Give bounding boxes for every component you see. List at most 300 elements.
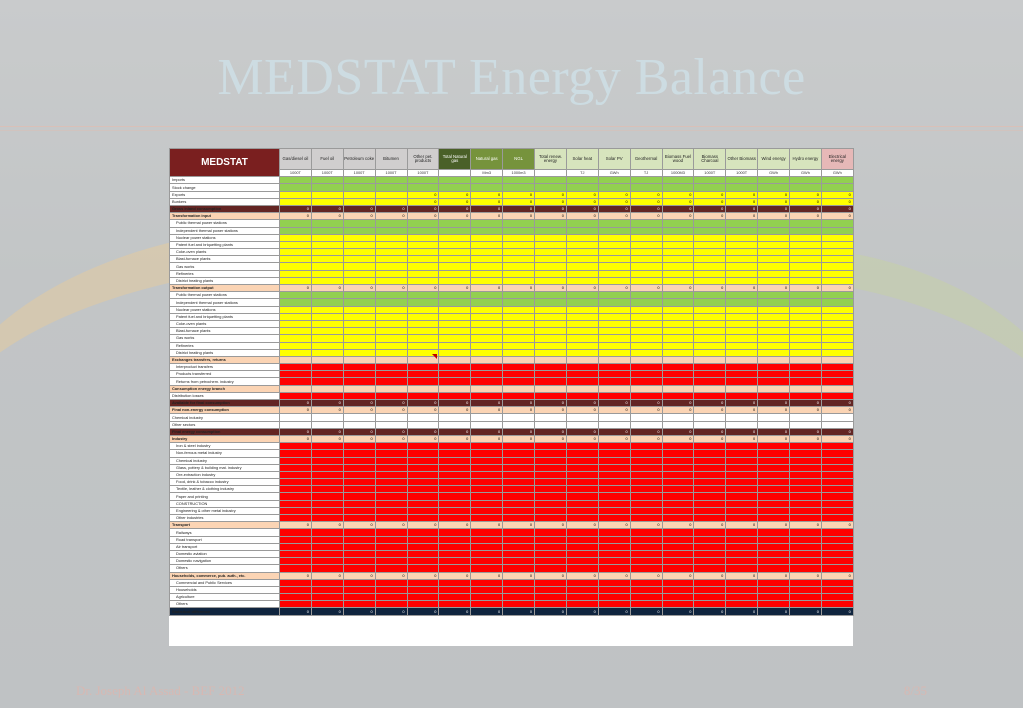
table-cell: 0 — [662, 191, 694, 198]
table-cell: 0 — [758, 198, 790, 205]
table-cell — [694, 378, 726, 385]
table-cell — [662, 457, 694, 464]
table-cell — [598, 586, 630, 593]
table-cell — [790, 320, 822, 327]
table-cell — [503, 536, 535, 543]
table-cell — [630, 184, 662, 191]
table-cell — [375, 306, 407, 313]
table-row — [170, 198, 854, 205]
table-cell — [280, 234, 312, 241]
table-cell: 0 — [503, 205, 535, 212]
table-cell — [439, 320, 471, 327]
table-cell — [790, 249, 822, 256]
table-cell — [280, 335, 312, 342]
table-cell — [311, 457, 343, 464]
table-row — [170, 320, 854, 327]
table-cell — [726, 356, 758, 363]
column-header: Electrical energy — [821, 149, 853, 170]
table-cell: 0 — [662, 205, 694, 212]
row-label: Others — [170, 601, 280, 608]
table-cell — [566, 313, 598, 320]
table-cell — [407, 378, 439, 385]
table-cell — [726, 579, 758, 586]
table-cell — [535, 177, 567, 184]
table-cell — [821, 292, 853, 299]
table-cell: 0 — [598, 428, 630, 435]
table-cell — [439, 349, 471, 356]
table-cell — [694, 270, 726, 277]
table-cell: 0 — [311, 400, 343, 407]
table-cell — [280, 184, 312, 191]
table-cell: 0 — [566, 572, 598, 579]
table-cell — [503, 270, 535, 277]
table-cell: 0 — [566, 285, 598, 292]
table-cell: 0 — [280, 205, 312, 212]
table-cell: 0 — [790, 608, 822, 615]
table-cell: 0 — [598, 285, 630, 292]
table-cell — [439, 515, 471, 522]
table-cell: 0 — [375, 400, 407, 407]
column-header: NGL — [503, 149, 535, 170]
table-cell — [726, 292, 758, 299]
table-cell: 0 — [758, 213, 790, 220]
table-cell: 0 — [407, 572, 439, 579]
table-cell: 0 — [790, 285, 822, 292]
table-cell — [407, 263, 439, 270]
table-cell — [471, 342, 503, 349]
table-cell — [375, 529, 407, 536]
table-cell — [535, 594, 567, 601]
table-cell — [662, 342, 694, 349]
table-cell — [280, 601, 312, 608]
table-cell — [790, 493, 822, 500]
table-cell — [598, 594, 630, 601]
row-label: Blast-furnace plants — [170, 328, 280, 335]
table-cell — [566, 371, 598, 378]
table-cell — [598, 443, 630, 450]
table-cell — [630, 385, 662, 392]
table-cell — [790, 306, 822, 313]
table-cell — [726, 479, 758, 486]
table-cell — [630, 443, 662, 450]
table-cell — [471, 328, 503, 335]
column-unit: 1000T — [375, 170, 407, 177]
table-cell — [662, 220, 694, 227]
table-cell — [280, 450, 312, 457]
table-cell — [821, 414, 853, 421]
table-cell — [566, 558, 598, 565]
table-cell: 0 — [694, 213, 726, 220]
table-cell — [694, 371, 726, 378]
table-cell — [343, 443, 375, 450]
table-cell — [375, 443, 407, 450]
table-cell: 0 — [598, 205, 630, 212]
table-cell — [439, 364, 471, 371]
table-cell — [375, 335, 407, 342]
table-cell — [694, 443, 726, 450]
table-cell — [821, 313, 853, 320]
table-cell — [471, 543, 503, 550]
table-cell — [471, 550, 503, 557]
table-cell — [407, 335, 439, 342]
table-cell — [343, 515, 375, 522]
table-cell — [375, 550, 407, 557]
table-cell — [694, 177, 726, 184]
table-cell — [790, 328, 822, 335]
table-cell — [566, 515, 598, 522]
table-row — [170, 558, 854, 565]
table-cell — [375, 356, 407, 363]
cell-comment-marker[interactable] — [432, 354, 437, 359]
table-cell: 0 — [407, 608, 439, 615]
table-cell — [630, 471, 662, 478]
table-cell — [598, 306, 630, 313]
table-cell: 0 — [630, 407, 662, 414]
table-cell — [630, 342, 662, 349]
table-cell: 0 — [343, 522, 375, 529]
table-cell: 0 — [726, 205, 758, 212]
slide-title: MEDSTAT Energy Balance — [217, 49, 806, 106]
table-cell — [630, 249, 662, 256]
table-cell — [535, 493, 567, 500]
table-cell — [311, 241, 343, 248]
table-row — [170, 586, 854, 593]
table-cell — [503, 292, 535, 299]
table-cell: 0 — [375, 608, 407, 615]
footer-author: Dr. Joseph Al Assad - BEF 2012 — [76, 683, 245, 698]
table-cell: 0 — [343, 435, 375, 442]
table-cell — [758, 313, 790, 320]
table-cell — [375, 263, 407, 270]
table-row — [170, 256, 854, 263]
table-cell — [503, 335, 535, 342]
table-row — [170, 536, 854, 543]
table-cell — [598, 335, 630, 342]
table-cell — [630, 328, 662, 335]
table-cell: 0 — [471, 572, 503, 579]
table-cell — [343, 385, 375, 392]
table-header-row — [170, 149, 854, 170]
table-cell — [471, 313, 503, 320]
table-cell — [311, 479, 343, 486]
table-cell — [535, 356, 567, 363]
table-cell: 0 — [726, 407, 758, 414]
table-cell — [694, 328, 726, 335]
table-cell — [535, 450, 567, 457]
table-cell — [375, 191, 407, 198]
table-cell — [630, 335, 662, 342]
table-cell — [343, 529, 375, 536]
table-cell — [471, 579, 503, 586]
table-cell — [343, 493, 375, 500]
table-cell: 0 — [790, 407, 822, 414]
table-cell: 0 — [471, 435, 503, 442]
table-cell: 0 — [694, 205, 726, 212]
table-cell — [503, 486, 535, 493]
table-cell — [311, 364, 343, 371]
table-cell — [662, 414, 694, 421]
row-label: Patent fuel and briquetting plants — [170, 241, 280, 248]
table-cell — [375, 220, 407, 227]
table-cell — [790, 421, 822, 428]
table-cell — [471, 292, 503, 299]
table-cell: 0 — [375, 205, 407, 212]
table-cell — [566, 234, 598, 241]
table-cell — [535, 464, 567, 471]
table-cell — [407, 543, 439, 550]
table-cell: 0 — [790, 191, 822, 198]
table-cell — [758, 342, 790, 349]
table-cell — [375, 579, 407, 586]
table-cell — [343, 342, 375, 349]
table-cell — [407, 421, 439, 428]
table-cell — [503, 256, 535, 263]
table-cell — [790, 529, 822, 536]
table-cell — [790, 335, 822, 342]
column-header: Total renew. energy — [535, 149, 567, 170]
table-cell — [311, 277, 343, 284]
table-cell — [726, 550, 758, 557]
table-cell — [535, 299, 567, 306]
table-cell — [598, 385, 630, 392]
table-row — [170, 241, 854, 248]
table-cell — [790, 356, 822, 363]
table-cell — [471, 241, 503, 248]
column-unit — [439, 170, 471, 177]
table-cell — [821, 486, 853, 493]
table-cell — [471, 320, 503, 327]
table-cell — [311, 263, 343, 270]
table-cell — [503, 392, 535, 399]
table-cell — [343, 414, 375, 421]
table-cell: 0 — [598, 213, 630, 220]
table-cell — [726, 371, 758, 378]
table-cell — [566, 471, 598, 478]
table-cell — [598, 342, 630, 349]
table-cell — [598, 220, 630, 227]
table-cell — [471, 536, 503, 543]
table-cell — [471, 529, 503, 536]
table-cell — [758, 277, 790, 284]
table-cell — [726, 385, 758, 392]
table-cell — [726, 594, 758, 601]
table-cell — [758, 392, 790, 399]
table-cell — [343, 594, 375, 601]
table-cell — [311, 579, 343, 586]
table-cell — [758, 356, 790, 363]
table-cell: 0 — [280, 407, 312, 414]
table-cell — [439, 543, 471, 550]
table-cell — [726, 313, 758, 320]
table-cell — [566, 550, 598, 557]
table-cell — [758, 385, 790, 392]
table-cell — [694, 234, 726, 241]
table-cell — [726, 335, 758, 342]
row-label: Independent thermal power stations — [170, 299, 280, 306]
table-cell — [662, 565, 694, 572]
table-cell: 0 — [790, 198, 822, 205]
table-cell — [535, 306, 567, 313]
table-cell — [566, 457, 598, 464]
table-cell — [758, 586, 790, 593]
table-cell — [311, 594, 343, 601]
table-cell — [694, 227, 726, 234]
column-unit: GWh — [790, 170, 822, 177]
table-cell — [280, 364, 312, 371]
table-cell — [694, 493, 726, 500]
table-cell: 0 — [407, 198, 439, 205]
table-cell: 0 — [758, 285, 790, 292]
table-cell — [790, 277, 822, 284]
table-cell — [790, 299, 822, 306]
table-cell — [694, 263, 726, 270]
row-label: Non-ferrous metal industry — [170, 450, 280, 457]
table-cell — [726, 299, 758, 306]
table-cell: 0 — [503, 285, 535, 292]
table-cell — [630, 507, 662, 514]
table-cell — [535, 328, 567, 335]
table-cell — [694, 335, 726, 342]
table-cell — [790, 227, 822, 234]
table-cell: 0 — [311, 428, 343, 435]
column-unit: 1000T — [311, 170, 343, 177]
table-cell — [375, 507, 407, 514]
table-cell — [790, 392, 822, 399]
table-row — [170, 335, 854, 342]
table-cell: 0 — [280, 400, 312, 407]
table-cell — [790, 543, 822, 550]
table-cell — [280, 586, 312, 593]
table-cell — [343, 191, 375, 198]
table-cell — [790, 234, 822, 241]
table-row — [170, 529, 854, 536]
row-label: Returns from petrochem. industry — [170, 378, 280, 385]
table-cell — [662, 543, 694, 550]
table-cell: 0 — [343, 428, 375, 435]
table-cell — [343, 378, 375, 385]
table-cell — [343, 177, 375, 184]
table-cell — [311, 256, 343, 263]
table-cell — [758, 579, 790, 586]
table-cell: 0 — [630, 191, 662, 198]
table-cell: 0 — [471, 198, 503, 205]
column-header: Other pet. products — [407, 149, 439, 170]
table-cell — [439, 464, 471, 471]
table-cell — [821, 263, 853, 270]
table-cell — [280, 464, 312, 471]
table-cell — [566, 328, 598, 335]
table-cell — [694, 450, 726, 457]
table-cell: 0 — [694, 428, 726, 435]
table-cell — [694, 220, 726, 227]
table-row — [170, 227, 854, 234]
table-cell: 0 — [439, 191, 471, 198]
row-label: Exchanges transfers, returns — [170, 356, 280, 363]
table-cell — [535, 320, 567, 327]
table-cell — [471, 500, 503, 507]
table-cell — [662, 306, 694, 313]
table-cell — [566, 349, 598, 356]
table-cell: 0 — [790, 400, 822, 407]
table-cell — [280, 198, 312, 205]
table-cell — [503, 220, 535, 227]
table-cell — [821, 378, 853, 385]
table-cell: 0 — [821, 428, 853, 435]
table-cell — [280, 313, 312, 320]
table-cell: 0 — [566, 213, 598, 220]
table-cell: 0 — [598, 572, 630, 579]
table-cell — [790, 594, 822, 601]
table-cell — [598, 227, 630, 234]
table-row — [170, 349, 854, 356]
table-cell — [280, 558, 312, 565]
table-cell — [503, 385, 535, 392]
table-cell — [726, 486, 758, 493]
table-cell — [726, 464, 758, 471]
table-cell — [375, 328, 407, 335]
table-cell: 0 — [375, 428, 407, 435]
table-cell — [598, 256, 630, 263]
table-cell — [598, 241, 630, 248]
table-cell — [439, 299, 471, 306]
table-cell: 0 — [407, 435, 439, 442]
table-cell — [790, 270, 822, 277]
table-cell — [566, 500, 598, 507]
table-cell — [821, 356, 853, 363]
table-cell — [311, 249, 343, 256]
table-cell — [630, 263, 662, 270]
table-cell — [821, 184, 853, 191]
table-cell: 0 — [821, 435, 853, 442]
table-cell — [630, 364, 662, 371]
table-cell — [630, 515, 662, 522]
table-cell — [280, 320, 312, 327]
row-label: Products transferred — [170, 371, 280, 378]
table-cell — [790, 364, 822, 371]
table-cell — [311, 385, 343, 392]
table-cell — [343, 292, 375, 299]
table-cell — [280, 220, 312, 227]
table-cell — [471, 371, 503, 378]
table-cell — [758, 371, 790, 378]
table-cell — [503, 371, 535, 378]
table-cell: 0 — [375, 572, 407, 579]
table-cell — [726, 234, 758, 241]
table-cell: 0 — [471, 400, 503, 407]
table-cell — [821, 241, 853, 248]
table-cell: 0 — [790, 213, 822, 220]
table-cell — [566, 385, 598, 392]
table-cell — [535, 378, 567, 385]
table-cell — [694, 507, 726, 514]
table-row — [170, 306, 854, 313]
table-cell — [790, 371, 822, 378]
table-row — [170, 177, 854, 184]
table-cell — [726, 515, 758, 522]
table-cell — [471, 443, 503, 450]
table-cell: 0 — [343, 213, 375, 220]
table-cell — [407, 450, 439, 457]
table-cell — [311, 550, 343, 557]
table-cell — [821, 421, 853, 428]
row-label: Consumption energy branch — [170, 385, 280, 392]
table-cell — [343, 306, 375, 313]
table-cell — [758, 335, 790, 342]
row-label: Households, commerce, pub. auth., etc. — [170, 572, 280, 579]
table-cell — [375, 249, 407, 256]
table-cell — [311, 335, 343, 342]
table-cell — [375, 270, 407, 277]
